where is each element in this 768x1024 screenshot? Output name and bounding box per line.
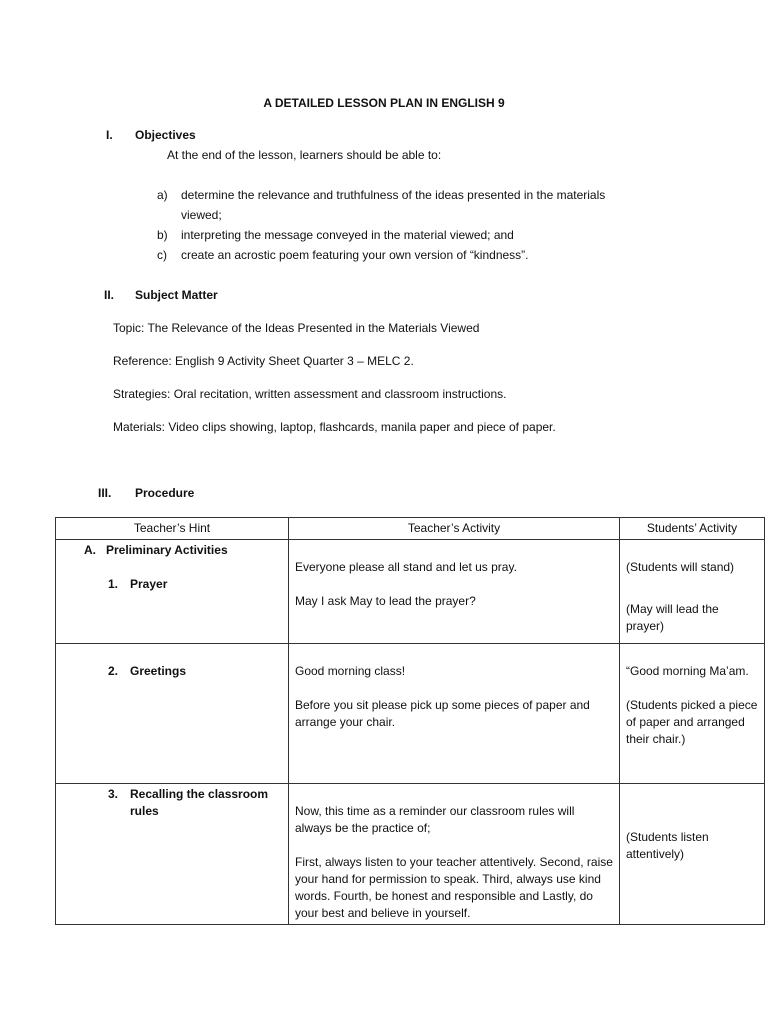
teacher-text: Everyone please all stand and let us pray. xyxy=(295,560,517,574)
objective-a-text: determine the relevance and truthfulness of the ideas presented in the materials xyxy=(181,188,606,202)
teacher-text: Good morning class! xyxy=(295,664,406,678)
objective-c-text: create an acrostic poem featuring your own version of “kindness”. xyxy=(181,248,529,262)
table-row xyxy=(56,644,765,784)
reference-line: Reference: English 9 Activity Sheet Quarter 3 – MELC 2. xyxy=(113,354,414,368)
hint-label: Greetings xyxy=(130,664,187,678)
hint-classroom-rules xyxy=(62,786,282,803)
objective-b-marker: b) xyxy=(157,228,168,242)
student-text: (Students listen attentively) xyxy=(626,830,709,861)
objective-a-marker: a) xyxy=(157,188,168,202)
procedure-table xyxy=(55,517,765,925)
student-text: (May will lead the prayer) xyxy=(626,602,719,633)
student-activity-cell xyxy=(620,644,765,784)
section-a-label xyxy=(62,542,282,559)
objective-c-marker: c) xyxy=(157,248,167,262)
student-activity-cell xyxy=(620,784,765,925)
student-text: “Good morning Ma’am. xyxy=(626,664,749,678)
objectives-heading: Objectives xyxy=(135,128,196,142)
subject-matter-heading: Subject Matter xyxy=(135,288,218,302)
student-text: (Students picked a piece of paper and arranged their chair.) xyxy=(626,698,758,746)
hint-cell xyxy=(56,540,289,644)
strategies-line: Strategies: Oral recitation, written assessment and classroom instructions. xyxy=(113,387,507,401)
teacher-activity-cell xyxy=(289,540,620,644)
hint-greetings xyxy=(62,663,282,680)
topic-line: Topic: The Relevance of the Ideas Presented in the Materials Viewed xyxy=(113,321,480,335)
hint-label-cont: rules xyxy=(130,804,159,818)
hint-number: 2. xyxy=(108,664,119,678)
teacher-text: May I ask May to lead the prayer? xyxy=(295,594,476,608)
section-a-text: Preliminary Activities xyxy=(106,543,228,557)
column-header-teachers-activity: Teacher’s Activity xyxy=(289,518,620,540)
hint-cell xyxy=(56,644,289,784)
column-header-teachers-hint: Teacher’s Hint xyxy=(56,518,289,540)
hint-label: Prayer xyxy=(130,577,168,591)
procedure-heading: Procedure xyxy=(135,486,195,500)
objective-a-text-cont: viewed; xyxy=(181,208,222,222)
column-header-students-activity: Students’ Activity xyxy=(620,518,765,540)
hint-prayer xyxy=(62,576,282,593)
hint-number: 3. xyxy=(108,787,119,801)
hint-number: 1. xyxy=(108,577,119,591)
subject-matter-numeral: II. xyxy=(104,288,115,302)
section-a-marker: A. xyxy=(84,543,96,557)
teacher-activity-cell xyxy=(289,644,620,784)
teacher-activity-cell xyxy=(289,784,620,925)
student-text: (Students will stand) xyxy=(626,560,735,574)
objectives-intro: At the end of the lesson, learners should be able to: xyxy=(167,148,442,162)
objectives-numeral: I. xyxy=(106,128,113,142)
table-row xyxy=(56,540,765,644)
teacher-text: Before you sit please pick up some pieces of paper and arrange your chair. xyxy=(295,698,590,729)
objective-b-text: interpreting the message conveyed in the material viewed; and xyxy=(181,228,514,242)
teacher-text: First, always listen to your teacher attentively. Second, raise your hand for permission to speak. Third, always use kind words. Fourth, be honest and responsible and Lastly, do your best and believe in yourself. xyxy=(295,855,613,920)
teacher-text: Now, this time as a reminder our classroom rules will always be the practice of; xyxy=(295,804,575,835)
page-title: A DETAILED LESSON PLAN IN ENGLISH 9 xyxy=(263,96,505,110)
table-header-row xyxy=(56,518,765,540)
hint-label: Recalling the classroom xyxy=(130,787,269,801)
hint-cell xyxy=(56,784,289,925)
procedure-numeral: III. xyxy=(98,486,112,500)
materials-line: Materials: Video clips showing, laptop, flashcards, manila paper and piece of paper. xyxy=(113,420,556,434)
student-activity-cell xyxy=(620,540,765,644)
table-row xyxy=(56,784,765,925)
